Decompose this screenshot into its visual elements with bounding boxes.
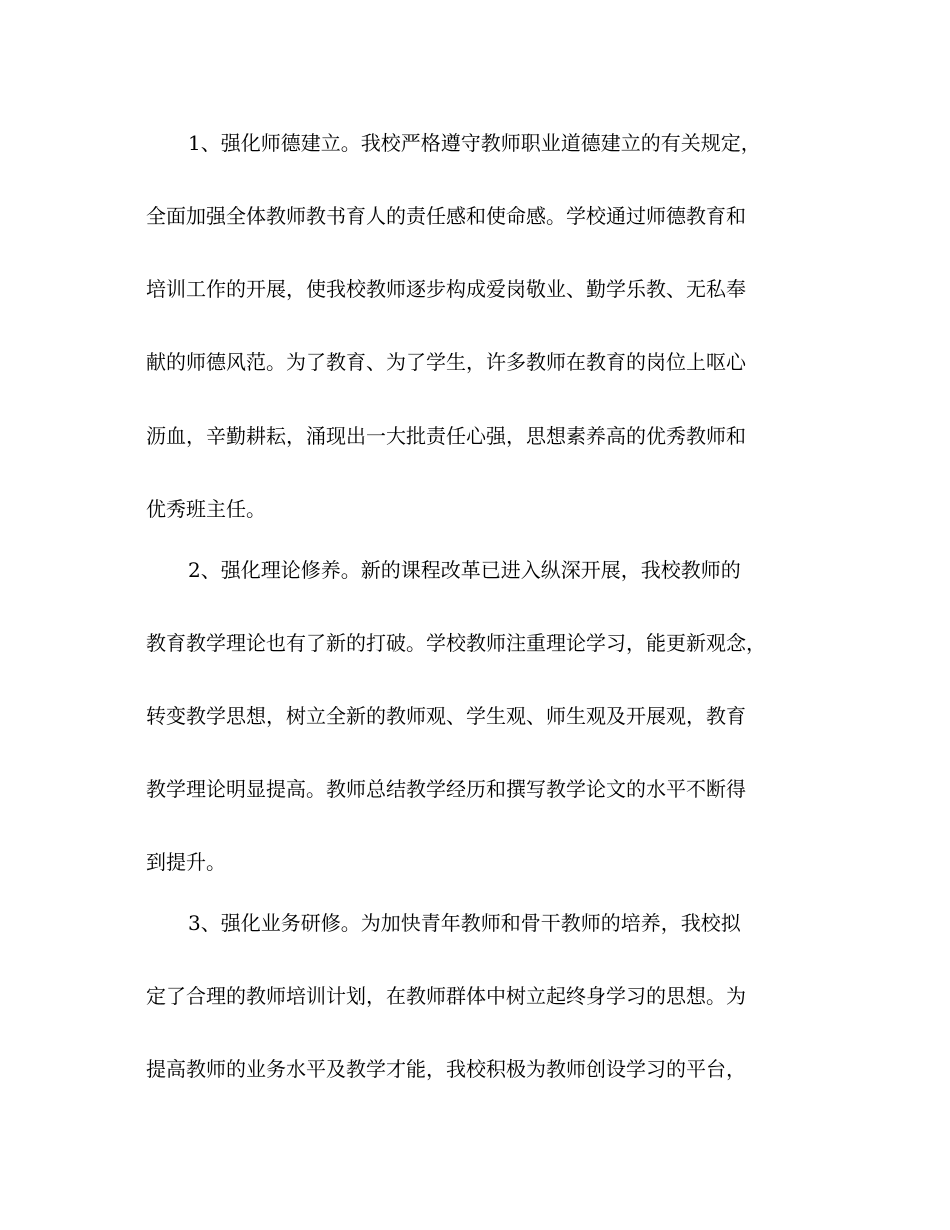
paragraph-2-line-4: 教学理论明显提高。教师总结教学经历和撰写教学论文的水平不断得 xyxy=(146,777,746,801)
paragraph-1-line-3: 培训工作的开展，使我校教师逐步构成爱岗敬业、勤学乐教、无私奉 xyxy=(146,277,746,301)
paragraph-1-line-1: 1、强化师德建立。我校严格遵守教师职业道德建立的有关规定， xyxy=(188,131,761,155)
paragraph-1-line-2: 全面加强全体教师教书育人的责任感和使命感。学校通过师德教育和 xyxy=(146,204,746,228)
paragraph-3-line-1: 3、强化业务研修。为加快青年教师和骨干教师的培养，我校拟 xyxy=(188,911,741,935)
paragraph-2-line-3: 转变教学思想，树立全新的教师观、学生观、师生观及开展观，教育 xyxy=(146,704,746,728)
paragraph-2-line-2: 教育教学理论也有了新的打破。学校教师注重理论学习，能更新观念， xyxy=(146,631,766,655)
paragraph-1-line-5: 沥血，辛勤耕耘，涌现出一大批责任心强，思想素养高的优秀教师和 xyxy=(146,424,746,448)
paragraph-1-line-4: 献的师德风范。为了教育、为了学生，许多教师在教育的岗位上呕心 xyxy=(146,350,746,374)
paragraph-2-line-5: 到提升。 xyxy=(146,850,226,874)
paragraph-3-line-3: 提高教师的业务水平及教学才能，我校积极为教师创设学习的平台， xyxy=(146,1057,746,1081)
paragraph-1-line-6: 优秀班主任。 xyxy=(146,497,266,521)
paragraph-2-line-1: 2、强化理论修养。新的课程改革已进入纵深开展，我校教师的 xyxy=(188,558,741,582)
paragraph-3-line-2: 定了合理的教师培训计划，在教师群体中树立起终身学习的思想。为 xyxy=(146,984,746,1008)
